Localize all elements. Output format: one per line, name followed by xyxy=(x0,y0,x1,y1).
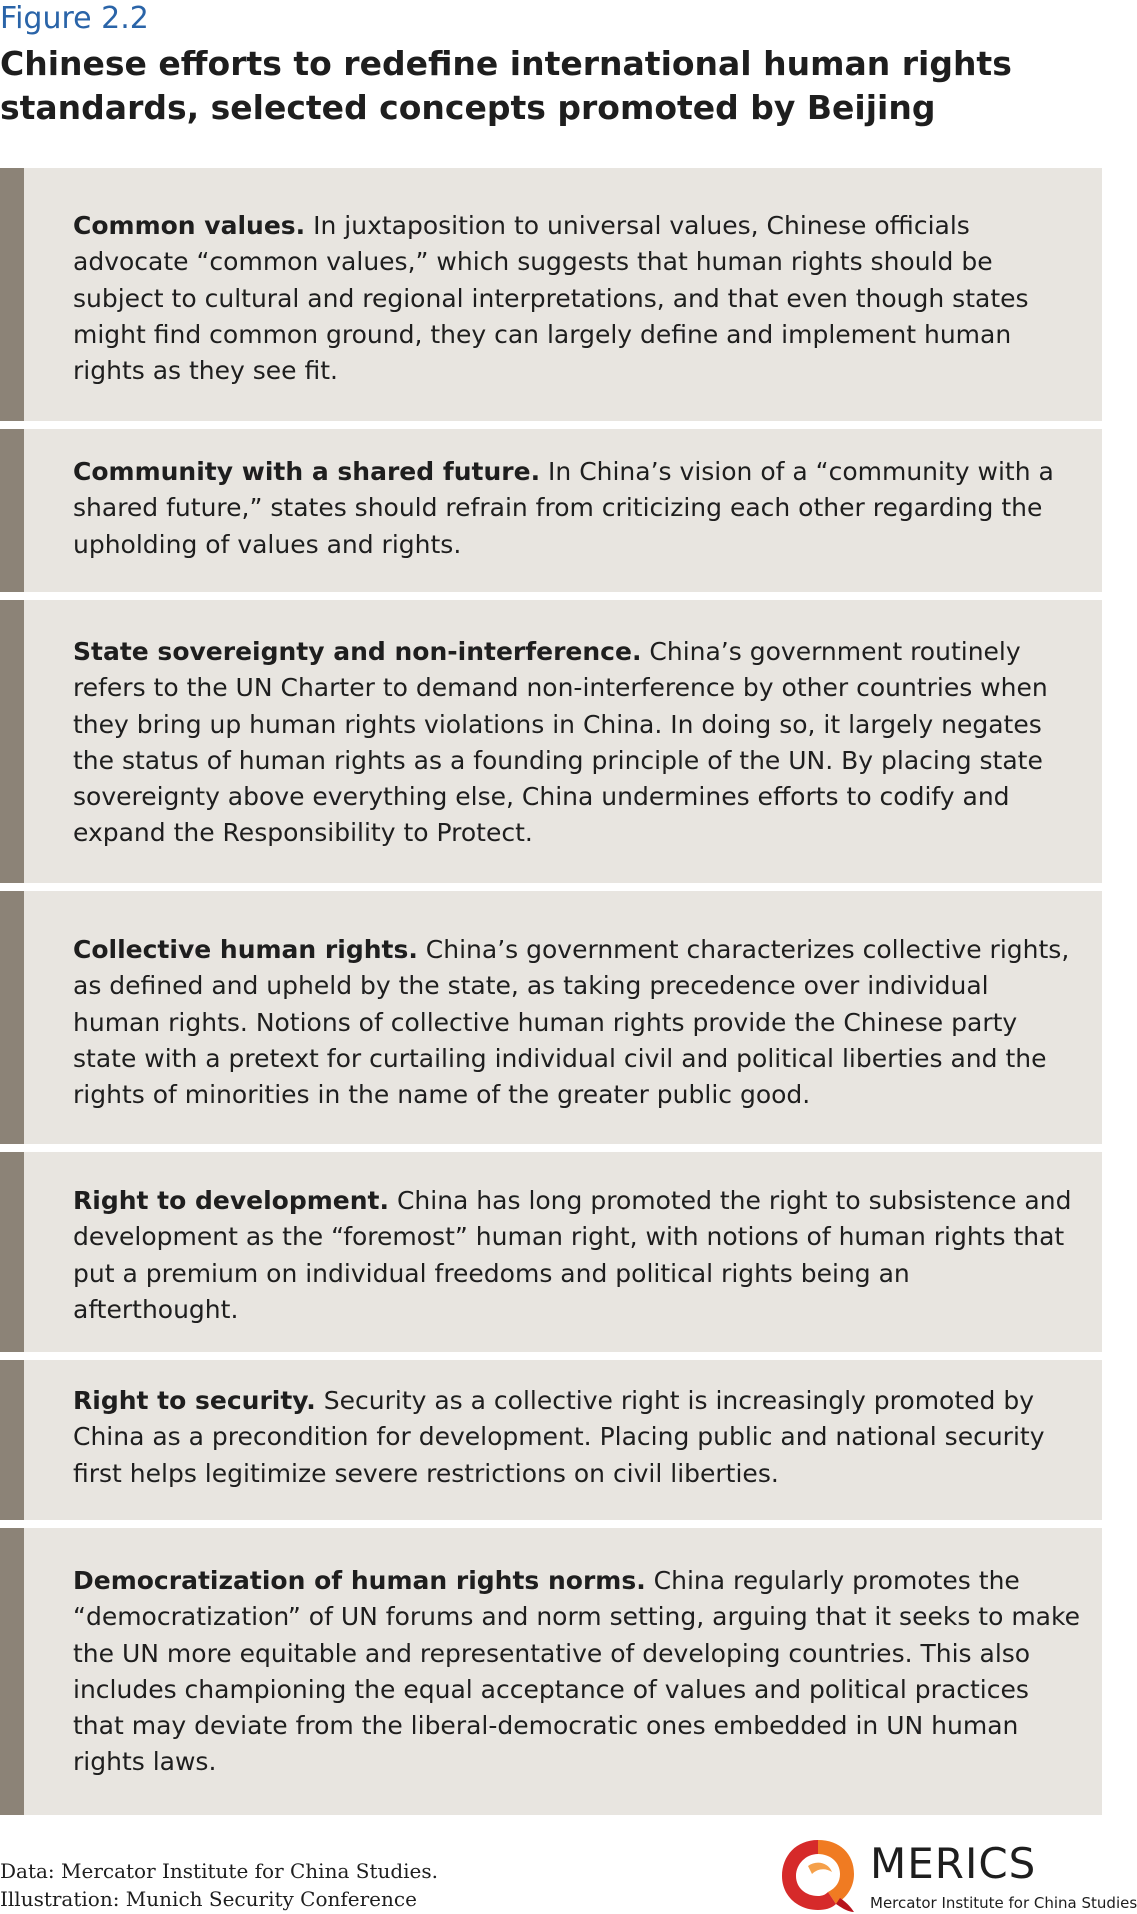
concept-description: China’s government characterizes collective rights, as defined and upheld by the state, as taking precedence over individual human rights. Notions of collective human rights provide the Chinese party state with a pretext for curtailing individual civil and political liberties and the rights of minorities in the name of the greater public good. xyxy=(73,935,1070,1110)
concept-text xyxy=(0,208,1102,389)
concept-box-sovereignty xyxy=(0,600,1102,883)
accent-bar xyxy=(0,600,24,883)
concept-text xyxy=(0,634,1102,852)
concept-term: Right to security. xyxy=(73,1386,316,1415)
merics-logo xyxy=(778,1836,1137,1914)
concept-box-security xyxy=(0,1360,1102,1520)
logo-wordmark: MERICS xyxy=(870,1839,1037,1888)
accent-bar xyxy=(0,168,24,421)
concept-description: China regularly promotes the “democratization” of UN forums and norm setting, arguing that it seeks to make the UN more equitable and representative of developing countries. This also includes championing the equal acceptance of values and political practices that may deviate from the liberal-democratic ones embedded in UN human rights laws. xyxy=(73,1566,1080,1777)
source-credits xyxy=(0,1857,438,1913)
merics-logo-icon xyxy=(778,1836,858,1914)
concept-list xyxy=(0,168,1102,1823)
concept-description: Security as a collective right is increasingly promoted by China as a precondition for development. Placing public and national security first helps legitimize severe restrictions on civil liberties. xyxy=(73,1386,1045,1488)
concept-text xyxy=(0,1183,1102,1328)
concept-text xyxy=(0,1383,1102,1492)
concept-term: Collective human rights. xyxy=(73,935,418,964)
accent-bar xyxy=(0,1528,24,1815)
concept-box-shared-future xyxy=(0,429,1102,592)
concept-description: China has long promoted the right to subsistence and development as the “foremost” human right, with notions of human rights that put a premium on individual freedoms and political rights being an afterthought. xyxy=(73,1186,1072,1324)
concept-box-collective-rights xyxy=(0,891,1102,1144)
concept-term: Democratization of human rights norms. xyxy=(73,1566,646,1595)
concept-box-democratization xyxy=(0,1528,1102,1815)
concept-description: China’s government routinely refers to the UN Charter to demand non-interference by other countries when they bring up human rights violations in China. In doing so, it largely negates the status of human rights as a founding principle of the UN. By placing state sovereignty above everything else, China undermines efforts to codify and expand the Responsibility to Protect. xyxy=(73,637,1048,848)
concept-term: Common values. xyxy=(73,211,306,240)
concept-term: Community with a shared future. xyxy=(73,457,541,486)
accent-bar xyxy=(0,891,24,1144)
accent-bar xyxy=(0,1152,24,1352)
concept-text xyxy=(0,1563,1102,1781)
concept-box-common-values xyxy=(0,168,1102,421)
concept-description: In juxtaposition to universal values, Chinese officials advocate “common values,” which suggests that human rights should be subject to cultural and regional interpretations, and that even though states might find common ground, they can largely define and implement human rights as they see fit. xyxy=(73,211,1029,386)
concept-term: Right to development. xyxy=(73,1186,389,1215)
concept-description: In China’s vision of a “community with a shared future,” states should refrain from criticizing each other regarding the upholding of values and rights. xyxy=(73,457,1054,559)
figure-title: Chinese efforts to redefine international human rights standards, selected concepts promoted by Beijing xyxy=(0,44,1012,127)
concept-text xyxy=(0,932,1102,1113)
accent-bar xyxy=(0,1360,24,1520)
figure-label: Figure 2.2 xyxy=(0,1,149,36)
illustration-credit: Illustration: Munich Security Conference xyxy=(0,1887,417,1911)
concept-box-development xyxy=(0,1152,1102,1352)
accent-bar xyxy=(0,429,24,592)
logo-subtitle: Mercator Institute for China Studies xyxy=(870,1894,1137,1912)
concept-term: State sovereignty and non-interference. xyxy=(73,637,642,666)
concept-text xyxy=(0,454,1102,563)
data-credit: Data: Mercator Institute for China Studies. xyxy=(0,1859,439,1883)
